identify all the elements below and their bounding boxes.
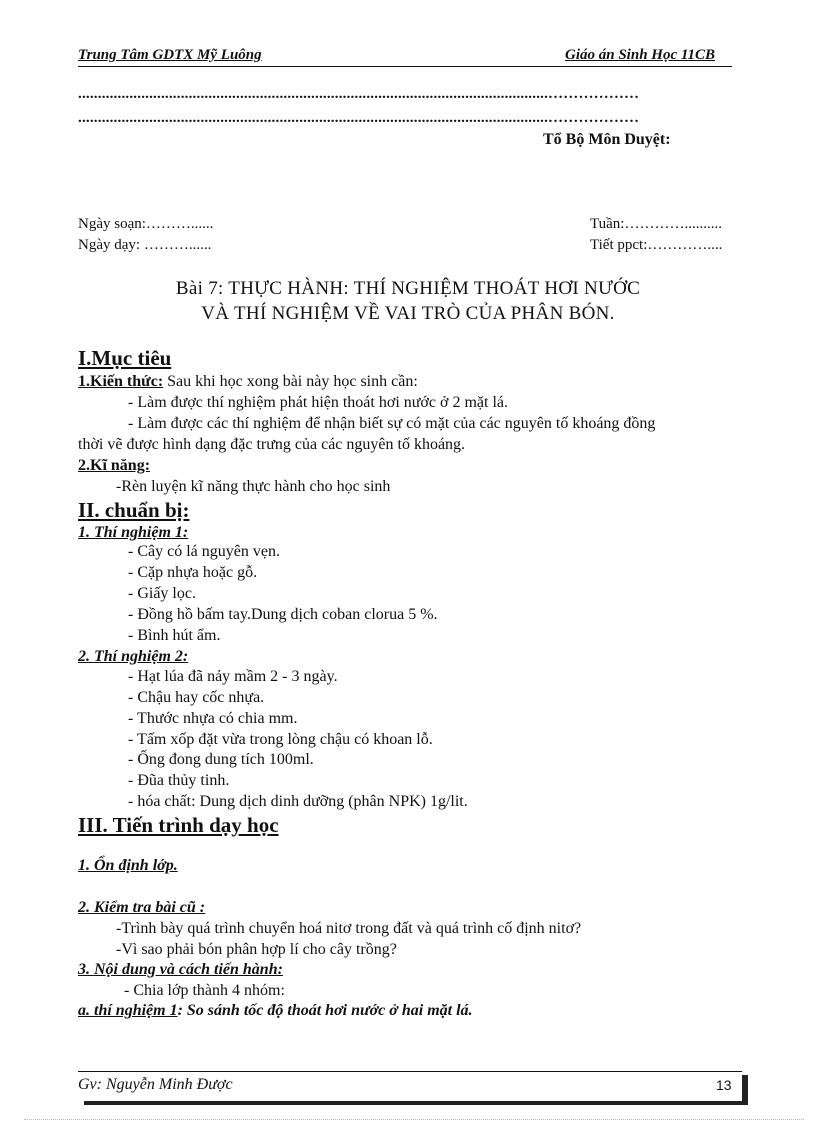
kinang-label: 2.Kĩ năng:	[78, 457, 151, 474]
step-3-item: - Chia lớp thành 4 nhóm:	[124, 982, 285, 999]
page-number: 13	[716, 1077, 732, 1093]
header-divider	[78, 66, 732, 67]
tn2-item: - Tấm xốp đặt vừa trong lòng chậu có khoan lỗ.	[128, 731, 433, 748]
step-3: 3. Nội dung và cách tiến hành:	[78, 961, 283, 978]
tn1-item: - Cặp nhựa hoặc gỗ.	[128, 564, 258, 581]
review-question-1: -Trình bày quá trình chuyển hoá nitơ trong đất và quá trình cố định nitơ?	[116, 920, 582, 937]
tuan: Tuần:…………..........	[590, 216, 722, 232]
kienthuc-label: 1.Kiến thức:	[78, 373, 164, 390]
experiment-a-text: : So sánh tốc độ thoát hơi nước ở hai mặt lá.	[177, 1002, 473, 1019]
ngay-day: Ngày dạy: ………......	[78, 237, 212, 253]
approval-dots-2: .......................................................................................................................………………	[78, 110, 640, 126]
tn2-label: 2. Thí nghiệm 2:	[78, 648, 189, 665]
kienthuc-item-2a: - Làm được các thí nghiệm để nhận biết sự có mặt của các nguyên tố khoáng đồng	[128, 415, 656, 432]
tn2-item: - Thước nhựa có chia mm.	[128, 710, 298, 727]
tiet-ppct: Tiết ppct:…………....	[590, 237, 723, 253]
review-question-2: -Vì sao phải bón phân hợp lí cho cây trồng?	[116, 941, 397, 958]
experiment-a-label: a. thí nghiệm 1	[78, 1002, 178, 1019]
section3-heading: III. Tiến trình dạy học	[78, 813, 279, 837]
lesson-title-line2: VÀ THÍ NGHIỆM VỀ VAI TRÒ CỦA PHÂN BÓN.	[201, 303, 615, 324]
tn2-item: - Hạt lúa đã nảy mầm 2 - 3 ngày.	[128, 668, 338, 685]
tn1-label: 1. Thí nghiệm 1:	[78, 524, 189, 541]
tn1-item: - Đồng hồ bấm tay.Dung dịch coban clorua 5 %.	[128, 606, 438, 623]
tn1-item: - Giấy lọc.	[128, 585, 196, 602]
footer-shadow-bottom	[84, 1101, 748, 1105]
section2-heading: II. chuẩn bị:	[78, 498, 190, 522]
approval-dots-1: .......................................................................................................................………………	[78, 86, 640, 102]
step-2: 2. Kiểm tra bài cũ :	[78, 899, 206, 916]
kienthuc-item-1: - Làm được thí nghiệm phát hiện thoát hơi nước ở 2 mặt lá.	[128, 394, 508, 411]
approval-label: Tổ Bộ Môn Duyệt:	[543, 131, 671, 148]
kienthuc-text: Sau khi học xong bài này học sinh cần:	[163, 373, 418, 390]
header-right: Giáo án Sinh Học 11CB	[565, 47, 716, 63]
footer-divider	[78, 1071, 742, 1072]
lesson-title-line1: Bài 7: THỰC HÀNH: THÍ NGHIỆM THOÁT HƠI NƯỚC	[175, 278, 641, 299]
kienthuc-item-2b: thời vẽ được hình dạng đặc trưng của các nguyên tố khoáng.	[78, 436, 466, 453]
tn2-item: - Ống đong dung tích 100ml.	[128, 751, 314, 768]
ngay-soan: Ngày soạn:………......	[78, 216, 214, 232]
tn2-item: - Đũa thủy tinh.	[128, 772, 230, 789]
tn1-item: - Cây có lá nguyên vẹn.	[128, 543, 280, 560]
tn2-item: - hóa chất: Dung dịch dinh dưỡng (phân NPK) 1g/lit.	[128, 793, 468, 810]
footer-teacher: Gv: Nguyễn Minh Được	[78, 1076, 233, 1093]
tn1-item: - Bình hút ẩm.	[128, 627, 221, 644]
header-left: Trung Tâm GDTX Mỹ Luông	[78, 47, 262, 63]
kinang-text: -Rèn luyện kĩ năng thực hành cho học sinh	[116, 478, 391, 495]
kienthuc-line	[78, 373, 418, 391]
experiment-a-line	[78, 1002, 473, 1020]
tn2-item: - Chậu hay cốc nhựa.	[128, 689, 265, 706]
section1-heading: I.Mục tiêu	[78, 346, 172, 370]
page-bottom-edge	[24, 1119, 804, 1120]
step-1: 1. Ổn định lớp.	[78, 857, 178, 874]
